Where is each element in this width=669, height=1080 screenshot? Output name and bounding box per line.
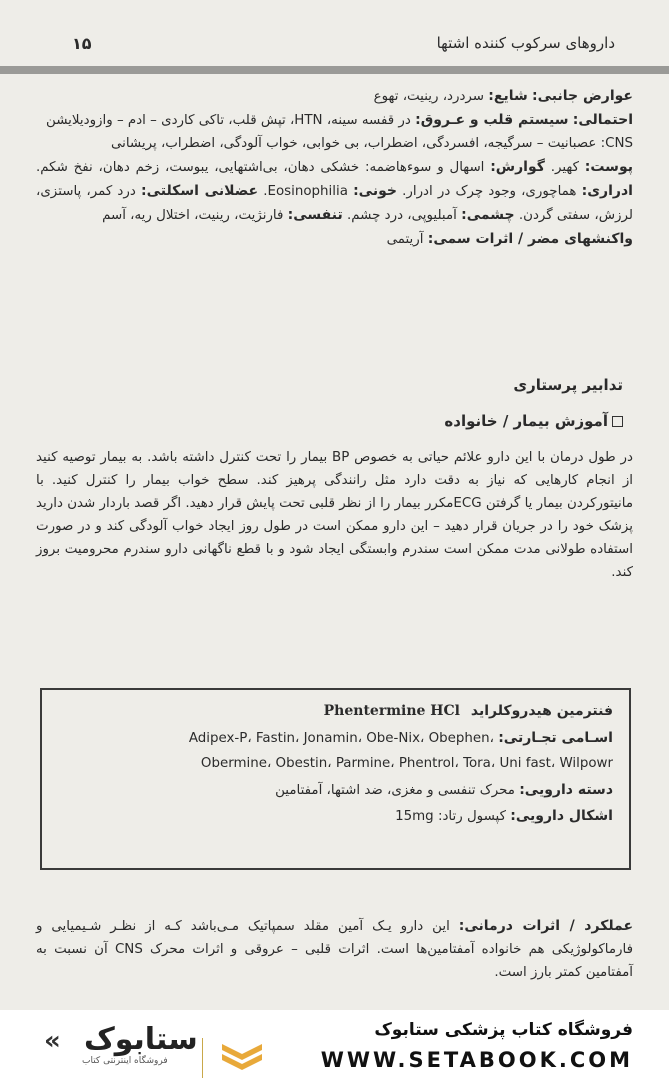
side-effects-label: عوارض جانبی:: [532, 88, 633, 104]
forms-text: کپسول رتاد: 15mg: [395, 809, 506, 825]
resp-text: فارنژیت، رینیت، اختلال ریه، آسم: [102, 208, 284, 224]
adverse-label: واکنشهای مضر / اثرات سمی:: [427, 231, 633, 248]
cardio-line: [36, 108, 633, 132]
store-footer: [0, 1010, 669, 1080]
drug-title: [58, 698, 613, 725]
resp-label: تنفسی:: [287, 207, 343, 224]
nursing-subtitle: [444, 412, 623, 430]
page-number: ۱۵: [72, 34, 92, 53]
urinary-label: ادراری:: [581, 183, 633, 200]
class-text: محرک تنفسی و مغزی، ضد اشتها، آمفتامین: [275, 782, 515, 798]
blood-label: خونی:: [353, 183, 397, 200]
trade-names-2: Obermine، Obestin، Parmine، Phentrol، Tora، Uni fast، Wilpowr: [200, 756, 613, 772]
gi-label: گوارش:: [490, 159, 545, 176]
drug-forms-line: [58, 803, 613, 830]
drug-title-fa: فنترمین هیدروکلراید: [470, 703, 613, 719]
chevron-left-icon: «: [44, 1026, 61, 1056]
urinary-text: هماچوری، وجود چرک در ادرار.: [402, 184, 577, 200]
side-effects-section: [36, 84, 633, 252]
drug-monograph-box: [40, 688, 631, 870]
trade-names-line-2: [58, 751, 613, 776]
msk-label: عضلانی اسکلتی:: [140, 183, 259, 200]
drug-class-line: [58, 777, 613, 804]
common-label: شایع:: [488, 88, 528, 104]
nursing-title: تدابیر پرستاری: [513, 376, 623, 394]
nursing-subtitle-text: آموزش بیمار / خانواده: [444, 412, 608, 430]
common-text: سردرد، رینیت، تهوع: [373, 89, 485, 104]
page-header: [40, 28, 629, 64]
skin-text: کهیر.: [550, 160, 579, 176]
eye-label: چشمی:: [461, 207, 515, 224]
adverse-line: [36, 227, 633, 251]
book-stack-icon: [220, 1040, 264, 1074]
action-section: [36, 914, 633, 984]
trade-names-line-1: [58, 725, 613, 752]
systems-line: [36, 155, 633, 227]
checkbox-square-icon: [612, 416, 623, 427]
cardio-label: سیستم قلب و عـروق:: [415, 112, 569, 129]
cns-line: CNS: عصبانیت – سرگیجه، افسردگی، اضطراب، بی خوابی، خواب آلودگی، اضطراب، پریشانی: [110, 136, 633, 152]
store-url-link[interactable]: WWW.SETABOOK.COM: [320, 1048, 633, 1072]
skin-label: پوست:: [584, 159, 633, 176]
adverse-text: آریتمی: [386, 232, 424, 248]
class-label: دسته دارویی:: [519, 781, 613, 798]
drug-title-en: Phentermine HCl: [323, 703, 460, 719]
logo-divider: [202, 1038, 203, 1078]
cardio-text: در قفسه سینه، HTN، تپش قلب، تاکی کاردی – ادم – وازودیلایشن: [46, 113, 411, 129]
logo-tagline: فروشگاه اینترنتی کتاب: [82, 1056, 168, 1066]
store-name: فروشگاه کتاب پزشکی ستابوک: [374, 1020, 633, 1040]
side-effects-line: [36, 84, 633, 108]
store-logo[interactable]: [24, 1022, 264, 1070]
action-label: عملکرد / اثرات درمانی:: [458, 918, 634, 934]
possible-label: احتمالی:: [572, 112, 633, 129]
logo-wordmark: ستابوک: [84, 1022, 198, 1057]
eye-text: آمبلیوپی، درد چشم.: [347, 208, 457, 224]
running-title: داروهای سرکوب کننده اشتها: [436, 34, 615, 52]
action-text: این دارو یـک آمین مقلد سمپاتیک مـی‌باشد کـه از نظـر شـیمیایی و فارماکولوژیکی هم خانواده آمفتامین‌ها است. اثرات قلبی – عروقی و اثرات محرک CNS آن نسبت به آمفتامین کمتر بارز است.: [36, 919, 634, 981]
nursing-paragraph: در طول درمان با این دارو علائم حیاتی به خصوص BP بیمار را تحت کنترل داشته باشد. به بیمار توصیه کنید از انجام کارهایی که نیاز به دقت دارد مثل رانندگی پرهیز کند. سطح خواب بیمار را کنترل کنید. با مانیتورکردن بیمار یا گرفتن ECGمکرر بیمار را از نظر قلبی تحت پایش قرار دهید. اگر قصد باردار شدن دارید پزشک خود را در جریان قرار دهید – این دارو ممکن است در طول روز ایجاد خواب آلودگی کند و در صورت استفاده طولانی مدت ممکن است سندرم وابستگی ایجاد شود و با قطع ناگهانی دارو سندرم محرومیت بروز کند.: [36, 450, 634, 581]
trade-label: اسـامی تجـارتی:: [498, 729, 613, 746]
forms-label: اشکال دارویی:: [510, 808, 613, 825]
blood-text: Eosinophilia.: [263, 184, 348, 200]
trade-names-1: Adipex-P، Fastin، Jonamin، Obe-Nix، Obephen،: [188, 730, 494, 746]
msk-text: درد کمر، پاستزی، لرزش، سفتی گردن.: [36, 184, 633, 224]
header-rule: [0, 66, 669, 74]
gi-text: اسهال و سوءهاضمه: خشکی دهان، بی‌اشتهایی، یبوست، زخم دهان، نفخ شکم.: [36, 160, 485, 176]
